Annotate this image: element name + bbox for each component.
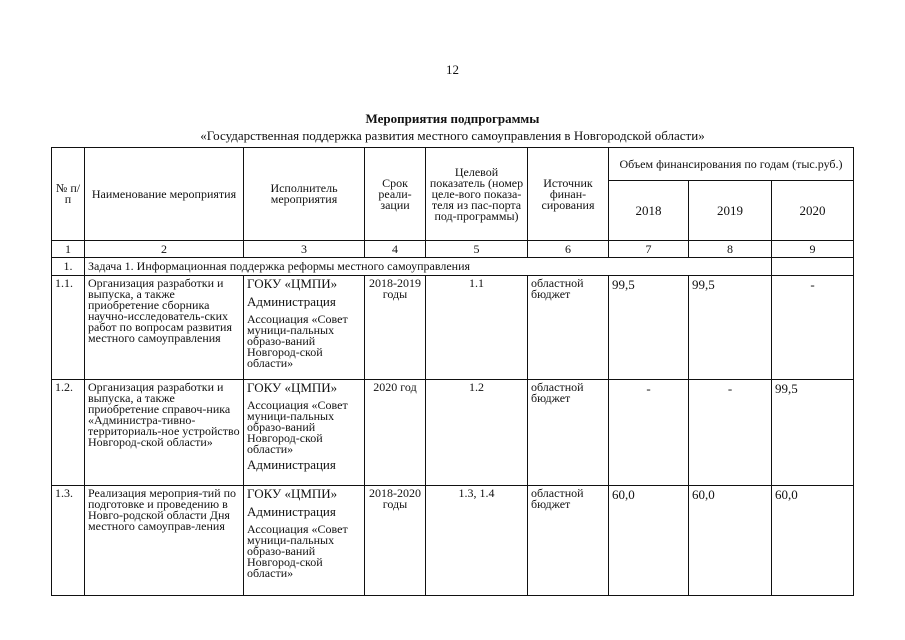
indicator: 1.2 xyxy=(426,380,528,486)
funding-source: областной бюджет xyxy=(528,486,609,596)
indicator: 1.3, 1.4 xyxy=(426,486,528,596)
funding-source: областной бюджет xyxy=(528,276,609,380)
header-year-2020: 2020 xyxy=(772,181,854,241)
column-number: 3 xyxy=(244,241,365,258)
executor: Ассоциация «Совет муници-пальных образо-ваний Новгород-ской области» xyxy=(247,312,348,370)
column-number: 4 xyxy=(365,241,426,258)
table-row xyxy=(52,380,854,486)
executor-cell xyxy=(244,276,365,380)
task-empty-cell xyxy=(772,258,854,276)
row-number: 1.2. xyxy=(52,380,85,486)
indicator: 1.1 xyxy=(426,276,528,380)
header-num: № п/п xyxy=(52,148,85,241)
task-title: Задача 1. Информационная поддержка реформы местного самоуправления xyxy=(85,258,772,276)
header-indicator: Целевой показатель (номер целе-вого показа-теля из пас-порта под-программы) xyxy=(426,148,528,241)
executor: Администрация xyxy=(247,457,336,472)
executor: Администрация xyxy=(247,504,336,519)
activity-name: Организация разработки и выпуска, а также приобретение сборника научно-исследователь-ских работ по вопросам развития местного самоуправления xyxy=(85,276,244,380)
activity-name: Реализация мероприя-тий по подготовке и проведению в Новго-родской области Дня местного самоуправ-ления xyxy=(85,486,244,596)
executor-cell xyxy=(244,380,365,486)
header-year-2019: 2019 xyxy=(689,181,772,241)
term: 2020 год xyxy=(365,380,426,486)
header-name: Наименование мероприятия xyxy=(85,148,244,241)
table-row xyxy=(52,276,854,380)
document-subtitle: «Государственная поддержка развития местного самоуправления в Новгородской области» xyxy=(200,128,705,143)
executor: ГОКУ «ЦМПИ» xyxy=(247,276,338,291)
amount-2020: - xyxy=(772,276,854,380)
executor: Ассоциация «Совет муници-пальных образо-ваний Новгород-ской области» xyxy=(247,522,348,580)
funding-source: областной бюджет xyxy=(528,380,609,486)
column-number: 6 xyxy=(528,241,609,258)
header-term: Срок реали-зации xyxy=(365,148,426,241)
column-number: 2 xyxy=(85,241,244,258)
amount-2018: - xyxy=(609,380,689,486)
header-executor: Исполнитель мероприятия xyxy=(244,148,365,241)
column-number-row xyxy=(52,241,854,258)
executor: ГОКУ «ЦМПИ» xyxy=(247,486,338,501)
row-number: 1.3. xyxy=(52,486,85,596)
column-number: 1 xyxy=(52,241,85,258)
table-header xyxy=(52,148,854,241)
amount-2019: 60,0 xyxy=(689,486,772,596)
page-number: 12 xyxy=(446,62,459,77)
amount-2020: 99,5 xyxy=(772,380,854,486)
amount-2019: - xyxy=(689,380,772,486)
amount-2018: 60,0 xyxy=(609,486,689,596)
task-row xyxy=(52,258,854,276)
column-number: 9 xyxy=(772,241,854,258)
document-title: Мероприятия подпрограммы xyxy=(365,111,540,126)
executor: ГОКУ «ЦМПИ» xyxy=(247,380,338,395)
amount-2019: 99,5 xyxy=(689,276,772,380)
task-number: 1. xyxy=(52,258,85,276)
amount-2020: 60,0 xyxy=(772,486,854,596)
header-funding: Объем финансирования по годам (тыс.руб.) xyxy=(609,148,854,181)
header-year-2018: 2018 xyxy=(609,181,689,241)
term: 2018-2019 годы xyxy=(365,276,426,380)
term: 2018-2020 годы xyxy=(365,486,426,596)
executor: Администрация xyxy=(247,294,336,309)
column-number: 8 xyxy=(689,241,772,258)
activity-name: Организация разработки и выпуска, а также приобретение справоч-ника «Администра-тивно-территориаль-ное устройство Новгород-ской области» xyxy=(85,380,244,486)
executor: Ассоциация «Совет муници-пальных образо-ваний Новгород-ской области» xyxy=(247,398,348,456)
column-number: 7 xyxy=(609,241,689,258)
executor-cell xyxy=(244,486,365,596)
amount-2018: 99,5 xyxy=(609,276,689,380)
header-source: Источник финан-сирования xyxy=(528,148,609,241)
column-number: 5 xyxy=(426,241,528,258)
activities-table xyxy=(51,147,854,596)
table-row xyxy=(52,486,854,596)
row-number: 1.1. xyxy=(52,276,85,380)
